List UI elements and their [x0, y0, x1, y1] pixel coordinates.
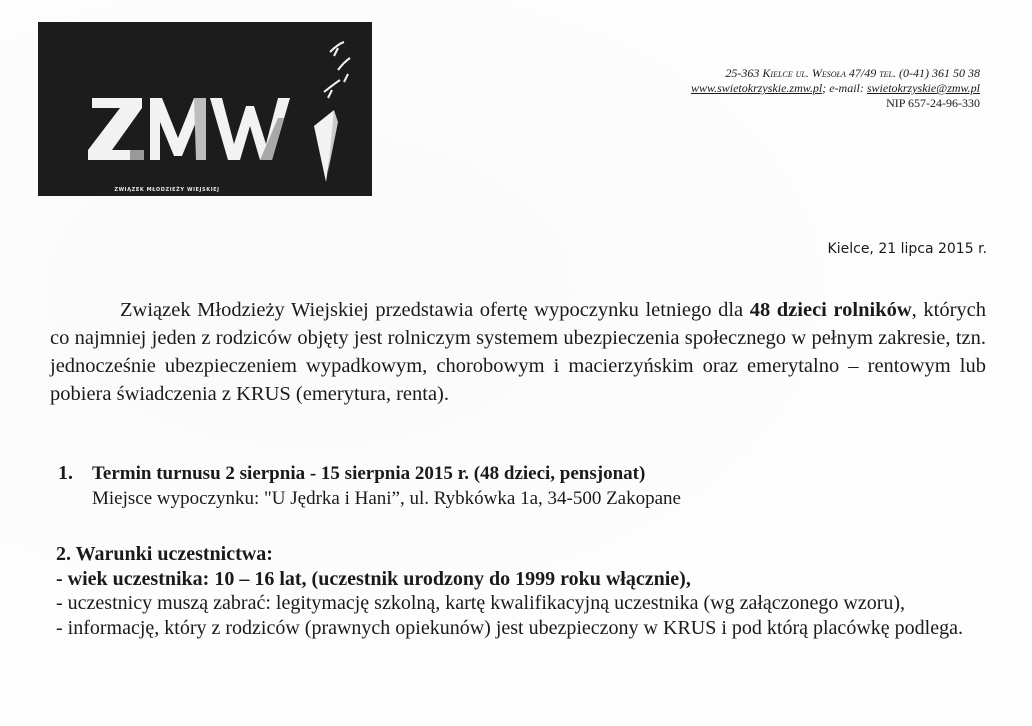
email-link[interactable]: swietokrzyskie@zmw.pl	[866, 81, 980, 95]
conditions-krus-info: - informację, który z rodziców (prawnych opiekunów) jest ubezpieczony w KRUS i pod którą placówkę podlega.	[56, 616, 963, 639]
intro-text-end: , których co najmniej jeden z rodziców objęty jest rolniczym systemem ubezpieczenia społecznego w pełnym zakresie, tzn. jednocześnie ubezpieczeniem wypadkowym, chorobowym i macierzyńskim oraz emerytalno – rentowym lub pobiera świadczenia z KRUS (emerytura, renta).	[50, 299, 986, 405]
contact-block	[691, 66, 980, 111]
contact-address-row	[691, 66, 980, 81]
zmw-logo-graphic	[38, 22, 372, 196]
intro-text-start: Związek Młodzieży Wiejskiej przedstawia ofertę wypoczynku letniego dla	[120, 299, 750, 321]
term-title: Termin turnusu 2 sierpnia - 15 sierpnia 2015 r. (48 dzieci, pensjonat)	[92, 463, 646, 484]
website-link[interactable]: www.swietokrzyskie.zmw.pl	[690, 81, 823, 95]
term-number: 1.	[58, 462, 73, 484]
intro-bold-text: 48 dzieci rolników	[749, 299, 912, 321]
postal-code: 25-363	[725, 66, 760, 80]
term-section	[58, 461, 958, 511]
logo-caption: ZWIĄZEK MŁODZIEŻY WIEJSKIEJ	[114, 187, 220, 193]
conditions-heading: 2. Warunki uczestnictwa:	[56, 543, 273, 565]
contact-web-row	[691, 81, 980, 96]
tel-label: tel.	[879, 66, 896, 80]
street-address: Kielce ul. Wesoła 47/49	[762, 66, 877, 80]
zmw-logo	[38, 22, 372, 196]
letter-date: Kielce, 21 lipca 2015 r.	[827, 241, 987, 257]
conditions-section	[56, 542, 986, 640]
term-place: Miejsce wypoczynku: "U Jędrka i Hani”, ul. Rybkówka 1a, 34-500 Zakopane	[92, 488, 681, 509]
email-label: ; e-mail:	[822, 81, 864, 95]
intro-paragraph	[50, 296, 986, 408]
conditions-documents: - uczestnicy muszą zabrać: legitymację szkolną, kartę kwalifikacyjną uczestnika (wg załączonego wzoru),	[56, 592, 906, 614]
nip-number: NIP 657-24-96-330	[886, 96, 980, 110]
tel-value: (0-41) 361 50 38	[899, 66, 980, 80]
conditions-age: - wiek uczestnika: 10 – 16 lat, (uczestnik urodzony do 1999 roku włącznie),	[56, 567, 691, 590]
